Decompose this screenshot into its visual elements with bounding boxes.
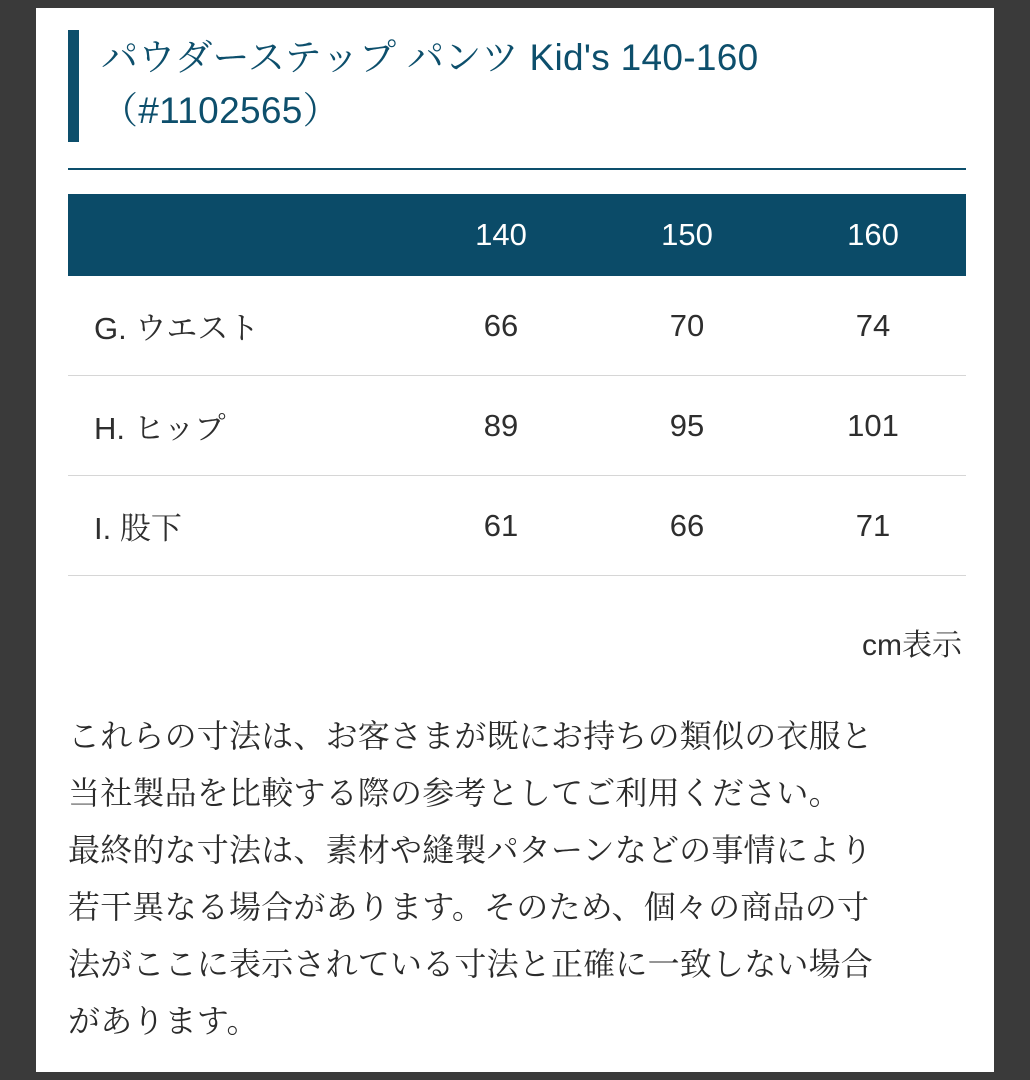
page-content [36, 8, 994, 1050]
header-size-140: 140 [408, 194, 594, 276]
product-title-line2: （#1102565） [101, 89, 340, 131]
cell-waist-140: 66 [408, 276, 594, 376]
cell-hip-150: 95 [594, 376, 780, 476]
header-measurement-label [68, 194, 408, 276]
cell-hip-160: 101 [780, 376, 966, 476]
cell-inseam-160: 71 [780, 476, 966, 576]
cell-inseam-150: 66 [594, 476, 780, 576]
size-table-body [68, 276, 966, 576]
page-title [66, 30, 964, 142]
product-title-line1: パウダーステップ パンツ Kid's 140-160 [101, 37, 759, 78]
disclaimer-line-3: 最終的な寸法は、素材や縫製パターンなどの事情により [68, 831, 873, 868]
size-chart-page [36, 8, 994, 1072]
cell-inseam-140: 61 [408, 476, 594, 576]
table-header-row [68, 194, 966, 276]
cell-hip-140: 89 [408, 376, 594, 476]
row-label-waist: G. ウエスト [68, 276, 408, 376]
header-size-160: 160 [780, 194, 966, 276]
disclaimer-text [68, 708, 968, 1050]
title-accent-bar [68, 30, 79, 142]
disclaimer-line-6: があります。 [68, 1002, 259, 1039]
disclaimer-line-5: 法がここに表示されている寸法と正確に一致しない場合 [68, 945, 874, 982]
size-table [68, 194, 966, 576]
row-label-inseam: I. 股下 [68, 476, 408, 576]
disclaimer-line-1: これらの寸法は、お客さまが既にお持ちの類似の衣服と [68, 718, 874, 754]
header-size-150: 150 [594, 194, 780, 276]
unit-note: cm表示 [862, 629, 962, 662]
disclaimer-line-4: 若干異なる場合があります。そのため、個々の商品の寸 [68, 888, 870, 925]
cell-waist-160: 74 [780, 276, 966, 376]
title-divider [68, 168, 966, 170]
disclaimer-line-2: 当社製品を比較する際の参考としてご利用ください。 [68, 774, 841, 811]
title-text-block [101, 30, 759, 137]
table-row [68, 276, 966, 376]
row-label-hip: H. ヒップ [68, 376, 408, 476]
size-table-head [68, 194, 966, 276]
cell-waist-150: 70 [594, 276, 780, 376]
table-row [68, 476, 966, 576]
table-row [68, 376, 966, 476]
